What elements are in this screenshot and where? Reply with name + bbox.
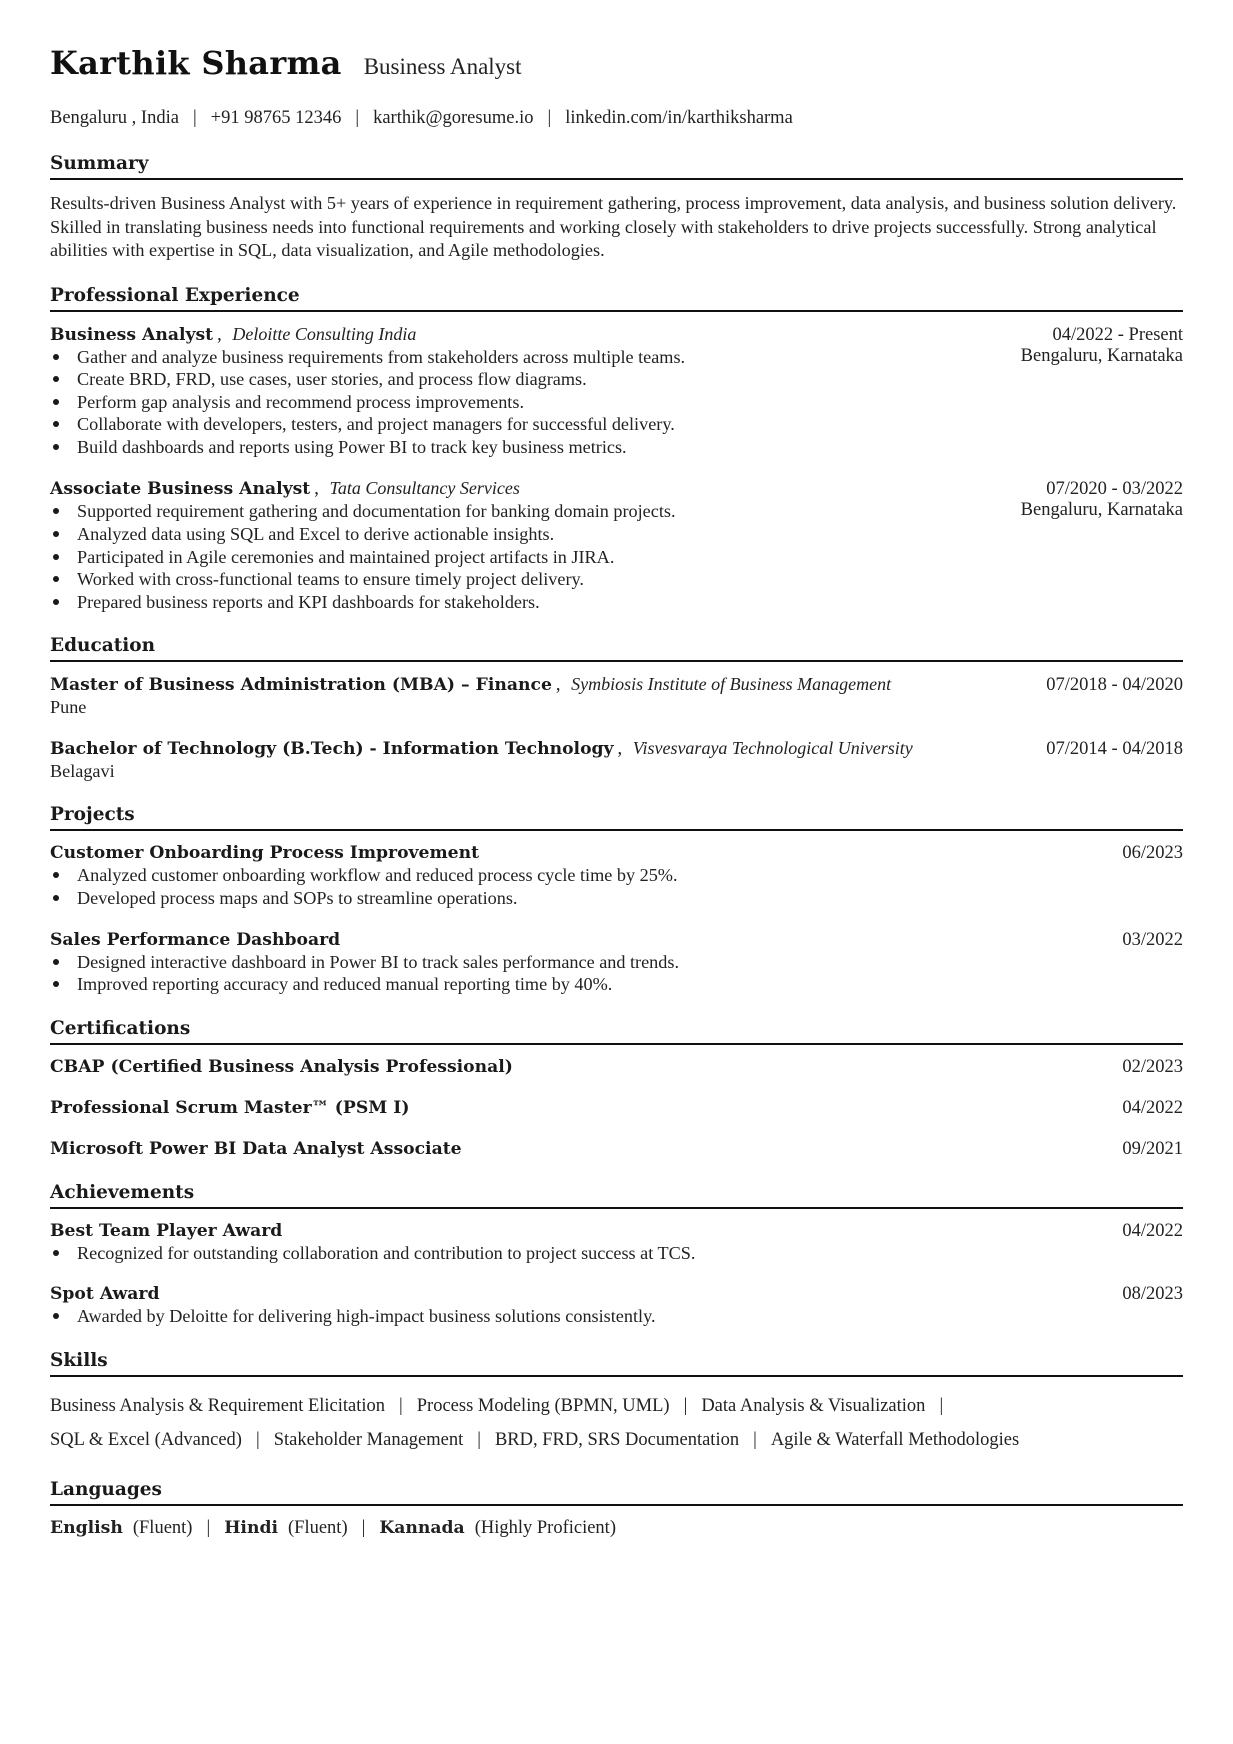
project-entry bbox=[50, 930, 1183, 996]
list-item: Improved reporting accuracy and reduced manual reporting time by 40%. bbox=[50, 973, 1183, 996]
section-title-achievements: Achievements bbox=[50, 1182, 1183, 1209]
project-name: Sales Performance Dashboard bbox=[50, 929, 341, 950]
education-entry: Master of Business Administration (MBA) – Finance , Symbiosis Institute of Business Management 07/2018 - 04/2020 Pune bbox=[50, 674, 1183, 718]
certification-name: Professional Scrum Master™ (PSM I) bbox=[50, 1097, 410, 1118]
school-name: Visvesvaraya Technological University bbox=[632, 738, 913, 759]
achievement-bullets bbox=[50, 1242, 1183, 1265]
language-level: (Fluent) bbox=[132, 1518, 193, 1538]
certification-name: Microsoft Power BI Data Analyst Associate bbox=[50, 1138, 462, 1159]
section-title-languages: Languages bbox=[50, 1479, 1183, 1506]
list-item: Perform gap analysis and recommend process improvements. bbox=[50, 391, 1021, 414]
skills-line: SQL & Excel (Advanced) | Stakeholder Management | BRD, FRD, SRS Documentation | Agile & Waterfall Methodologies bbox=[50, 1430, 1020, 1450]
contact-line bbox=[50, 108, 1183, 129]
education-entry: Bachelor of Technology (B.Tech) - Information Technology , Visvesvaraya Technological University 07/2014 - 04/2018 Belagavi bbox=[50, 738, 1183, 782]
job-location: Bengaluru, Karnataka bbox=[1020, 345, 1183, 366]
project-date: 03/2022 bbox=[1122, 929, 1183, 950]
language-name: English bbox=[50, 1518, 123, 1538]
list-item: Recognized for outstanding collaboration and contribution to project success at TCS. bbox=[50, 1242, 1183, 1265]
achievement-date: 04/2022 bbox=[1122, 1220, 1183, 1241]
list-item: Prepared business reports and KPI dashboards for stakeholders. bbox=[50, 591, 1021, 614]
job-location: Bengaluru, Karnataka bbox=[1020, 500, 1183, 521]
project-date: 06/2023 bbox=[1122, 843, 1183, 864]
candidate-role: Business Analyst bbox=[363, 54, 522, 79]
achievements-section bbox=[50, 1182, 1183, 1328]
language-level: (Highly Proficient) bbox=[474, 1518, 616, 1538]
school-name: Symbiosis Institute of Business Management bbox=[571, 674, 892, 695]
project-bullets bbox=[50, 864, 1183, 909]
achievement-bullets bbox=[50, 1305, 1183, 1328]
skills-section bbox=[50, 1350, 1183, 1457]
experience-entry: Associate Business Analyst , Tata Consultancy Services 07/2020 - 03/2022 Supported requirement gathering and documentation for banking domain projects. Analyzed data using SQL and Excel to derive actionable insights. Participated in Agile ceremonies and maintained project artifacts in JIRA. Worked with cross-functional teams to ensure timely project delivery. Prepared business reports and KPI dashboards for stakeholders. Bengaluru, Karnataka bbox=[50, 478, 1183, 612]
section-title-certifications: Certifications bbox=[50, 1018, 1183, 1045]
list-item: Gather and analyze business requirements from stakeholders across multiple teams. bbox=[50, 346, 1021, 369]
job-position: Business Analyst bbox=[50, 324, 214, 345]
list-item: Developed process maps and SOPs to streamline operations. bbox=[50, 887, 1183, 910]
language-level: (Fluent) bbox=[288, 1518, 348, 1538]
languages-list: English (Fluent) | Hindi (Fluent) | Kannada (Highly Proficient) bbox=[50, 1518, 616, 1538]
achievement-entry bbox=[50, 1284, 1183, 1328]
contact-email[interactable]: karthik@goresume.io bbox=[373, 108, 534, 128]
resume-header bbox=[50, 44, 1183, 82]
list-item: Supported requirement gathering and documentation for banking domain projects. bbox=[50, 500, 1021, 523]
skill-item: Agile & Waterfall Methodologies bbox=[770, 1430, 1020, 1450]
projects-section bbox=[50, 804, 1183, 995]
contact-separator: | bbox=[192, 108, 197, 128]
experience-section bbox=[50, 285, 1183, 614]
certifications-section bbox=[50, 1018, 1183, 1160]
contact-separator: | bbox=[355, 108, 360, 128]
skill-item: Process Modeling (BPMN, UML) bbox=[416, 1396, 670, 1416]
job-bullets bbox=[50, 346, 1021, 459]
degree-name: Master of Business Administration (MBA) – Finance bbox=[50, 675, 552, 696]
education-section bbox=[50, 635, 1183, 782]
job-dates: 04/2022 - Present bbox=[1052, 324, 1183, 345]
list-item: Awarded by Deloitte for delivering high-impact business solutions consistently. bbox=[50, 1305, 1183, 1328]
contact-location: Bengaluru , India bbox=[50, 108, 179, 128]
education-location: Belagavi bbox=[50, 761, 115, 782]
contact-separator: | bbox=[547, 108, 552, 128]
certification-entry bbox=[50, 1139, 1183, 1160]
skill-item: BRD, FRD, SRS Documentation bbox=[494, 1430, 740, 1450]
contact-phone: +91 98765 12346 bbox=[210, 108, 342, 128]
list-item: Analyzed data using SQL and Excel to derive actionable insights. bbox=[50, 523, 1021, 546]
list-item: Worked with cross-functional teams to ensure timely project delivery. bbox=[50, 568, 1021, 591]
job-company: Deloitte Consulting India bbox=[232, 323, 417, 344]
list-item: Build dashboards and reports using Power BI to track key business metrics. bbox=[50, 436, 1021, 459]
achievement-name: Spot Award bbox=[50, 1284, 160, 1305]
skills-list bbox=[50, 1389, 1183, 1457]
skill-item: Business Analysis & Requirement Elicitation bbox=[50, 1396, 386, 1416]
achievement-entry bbox=[50, 1221, 1183, 1265]
certification-entry bbox=[50, 1098, 1183, 1119]
project-entry bbox=[50, 843, 1183, 909]
list-item: Collaborate with developers, testers, and project managers for successful delivery. bbox=[50, 413, 1021, 436]
skills-line: Business Analysis & Requirement Elicitation | Process Modeling (BPMN, UML) | Data Analysis & Visualization | bbox=[50, 1396, 944, 1416]
job-bullets bbox=[50, 500, 1021, 613]
language-name: Kannada bbox=[379, 1518, 465, 1538]
section-title-summary: Summary bbox=[50, 153, 1183, 180]
list-item: Designed interactive dashboard in Power BI to track sales performance and trends. bbox=[50, 951, 1183, 974]
summary-section bbox=[50, 153, 1183, 263]
experience-entry: Business Analyst , Deloitte Consulting India 04/2022 - Present Gather and analyze business requirements from stakeholders across multiple teams. Create BRD, FRD, use cases, user stories, and process flow diagrams. Perform gap analysis and recommend process improvements. Collaborate with developers, testers, and project managers for successful delivery. Build dashboards and reports using Power BI to track key business metrics. Bengaluru, Karnataka bbox=[50, 323, 1183, 457]
language-name: Hindi bbox=[224, 1518, 278, 1538]
section-title-projects: Projects bbox=[50, 804, 1183, 831]
contact-linkedin[interactable]: linkedin.com/in/karthiksharma bbox=[565, 108, 793, 128]
achievement-name: Best Team Player Award bbox=[50, 1220, 283, 1241]
certification-date: 09/2021 bbox=[1122, 1138, 1183, 1159]
section-title-skills: Skills bbox=[50, 1350, 1183, 1377]
project-name: Customer Onboarding Process Improvement bbox=[50, 843, 480, 864]
summary-text: Results-driven Business Analyst with 5+ years of experience in requirement gathering, process improvement, data analysis, and business solution delivery. Skilled in translating business needs into functional requirements and working closely with stakeholders to drive projects successfully. Strong analytical abilities with expertise in SQL, data visualization, and Agile methodologies. bbox=[50, 193, 1177, 260]
skill-item: Data Analysis & Visualization bbox=[701, 1396, 926, 1416]
education-dates: 07/2018 - 04/2020 bbox=[1046, 675, 1183, 696]
section-title-education: Education bbox=[50, 635, 1183, 662]
job-position: Associate Business Analyst bbox=[50, 479, 311, 500]
languages-section bbox=[50, 1479, 1183, 1539]
education-dates: 07/2014 - 04/2018 bbox=[1046, 739, 1183, 760]
skill-item: SQL & Excel (Advanced) bbox=[50, 1430, 242, 1450]
candidate-name: Karthik Sharma bbox=[50, 44, 342, 82]
certification-date: 04/2022 bbox=[1122, 1097, 1183, 1118]
certification-name: CBAP (Certified Business Analysis Professional) bbox=[50, 1056, 513, 1077]
list-item: Analyzed customer onboarding workflow and reduced process cycle time by 25%. bbox=[50, 864, 1183, 887]
degree-name: Bachelor of Technology (B.Tech) - Information Technology bbox=[50, 739, 614, 760]
skill-item: Stakeholder Management bbox=[273, 1430, 464, 1450]
section-title-experience: Professional Experience bbox=[50, 285, 1183, 312]
list-item: Participated in Agile ceremonies and maintained project artifacts in JIRA. bbox=[50, 546, 1021, 569]
certification-date: 02/2023 bbox=[1122, 1056, 1183, 1077]
project-bullets bbox=[50, 951, 1183, 996]
list-item: Create BRD, FRD, use cases, user stories, and process flow diagrams. bbox=[50, 368, 1021, 391]
education-location: Pune bbox=[50, 697, 87, 718]
certification-entry bbox=[50, 1057, 1183, 1078]
job-dates: 07/2020 - 03/2022 bbox=[1046, 479, 1183, 500]
achievement-date: 08/2023 bbox=[1122, 1284, 1183, 1305]
job-company: Tata Consultancy Services bbox=[329, 478, 520, 499]
